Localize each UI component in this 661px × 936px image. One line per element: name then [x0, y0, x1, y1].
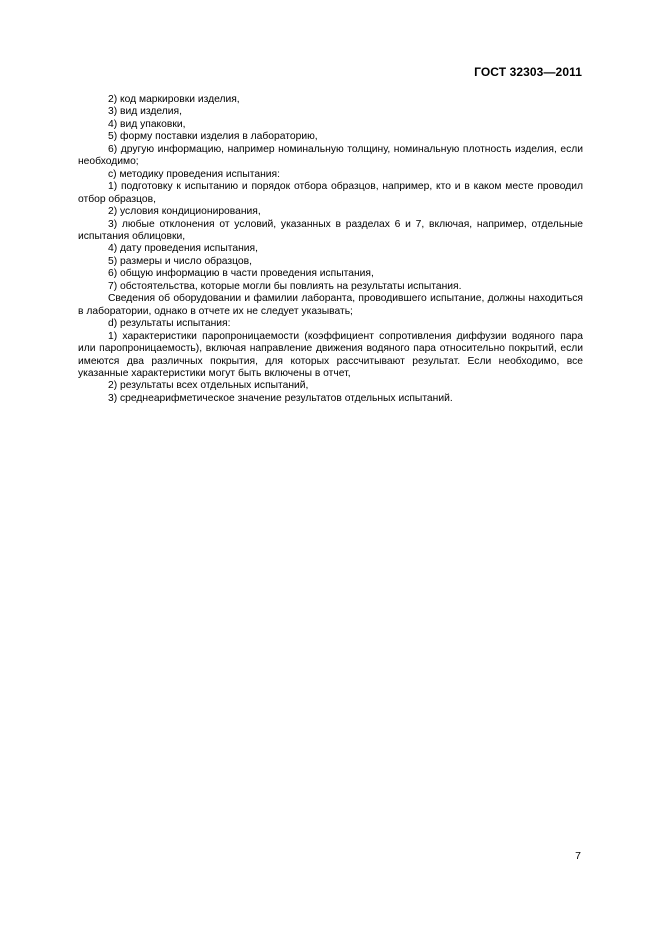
paragraph: Сведения об оборудовании и фамилии лаборанта, проводившего испытание, должны находиться в лаборатории, однако в отчете их не следует указывать; — [78, 293, 583, 317]
paragraph: 5) размеры и число образцов, — [108, 255, 252, 267]
paragraph: 5) форму поставки изделия в лабораторию, — [108, 131, 318, 143]
paragraph: 6) общую информацию в части проведения испытания, — [108, 268, 374, 280]
paragraph: 1) подготовку к испытанию и порядок отбора образцов, например, кто и в каком месте проводил отбор образцов, — [78, 181, 583, 205]
paragraph: 6) другую информацию, например номинальную толщину, номинальную плотность изделия, если необходимо; — [78, 143, 583, 168]
paragraph: d) результаты испытания: — [108, 318, 231, 330]
paragraph: 3) любые отклонения от условий, указанных в разделах 6 и 7, включая, например, отдельные испытания облицовки, — [78, 218, 583, 242]
paragraph: 3) среднеарифметическое значение результатов отдельных испытаний. — [108, 392, 453, 404]
paragraph: 2) условия кондиционирования, — [108, 206, 261, 218]
paragraph: 4) дату проведения испытания, — [108, 243, 258, 255]
paragraph: 7) обстоятельства, которые могли бы повлиять на результаты испытания. — [108, 280, 462, 292]
document-body — [78, 94, 583, 405]
paragraph: c) методику проведения испытания: — [108, 168, 280, 180]
paragraph: 1) характеристики паропроницаемости (коэффициент сопротивления диффузии водяного пара или паропроницаемость), включая направление движения водяного пара относительно покрытий, если имеются два различных покрытия, для которых рассчитывают результат. Если необходимо, все указанные характеристики могут быть включены в отчет, — [78, 330, 583, 379]
document-header: ГОСТ 32303—2011 — [474, 65, 582, 79]
page-number: 7 — [575, 850, 581, 862]
paragraph: 2) результаты всех отдельных испытаний, — [108, 380, 309, 392]
paragraph: 3) вид изделия, — [108, 106, 182, 118]
paragraph: 4) вид упаковки, — [108, 118, 186, 130]
paragraph: 2) код маркировки изделия, — [108, 94, 240, 105]
